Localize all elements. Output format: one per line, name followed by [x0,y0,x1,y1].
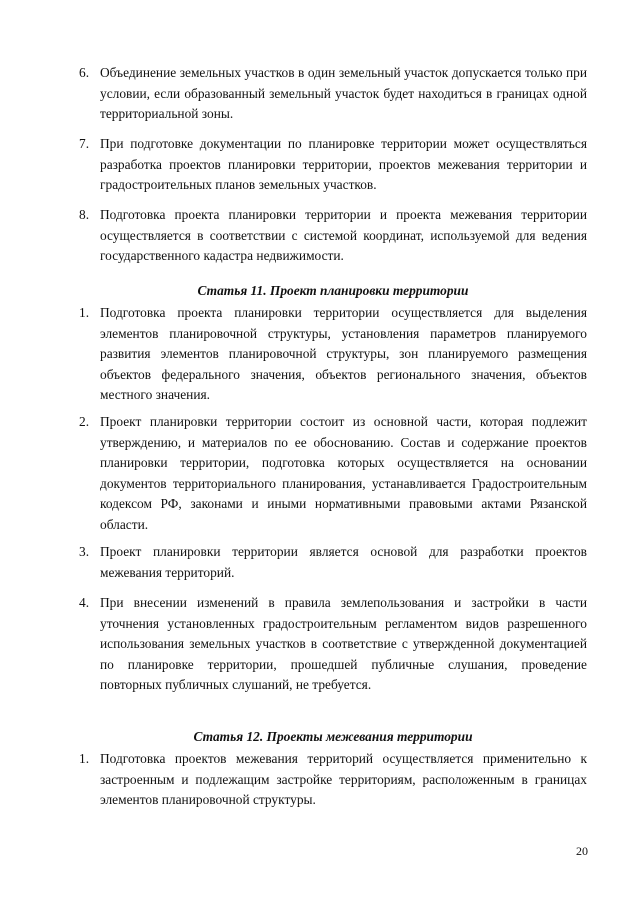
list-item-number: 1. [79,751,90,766]
page-number: 20 [576,844,588,858]
article-12-heading: Статья 12. Проекты межевания территории [193,729,473,744]
list-item [79,205,587,267]
list-item [79,412,587,535]
article-11-heading: Статья 11. Проект планировки территории [197,283,469,298]
list-item-number: 8. [79,207,90,222]
list-item-text: Проект планировки территории состоит из основной части, которая подлежит утверждению, и материалов по ее обоснованию. Состав и содержание проектов планировки территории, подготовка которых осуществляется на основании документов территориального планирования, устанавливается Градостроительным кодексом РФ, законами и иными нормативными правовыми актами Рязанской области. [100,414,587,532]
list-item-number: 1. [79,305,90,320]
list-item-number: 2. [79,414,90,429]
list-item-text: Подготовка проекта планировки территории осуществляется для выделения элементов планировочной структуры, установления параметров планируемого развития элементов планировочной структуры, зон планируемого размещения объектов федерального значения, объектов регионального значения, объектов местного значения. [100,305,587,402]
list-item [79,303,587,406]
list-item-text: При внесении изменений в правила землепользования и застройки в части уточнения установленных градостроительным регламентом видов разрешенного использования земельных участков в соответствие с утвержденной документацией по планировке территории, прошедшей публичные слушания, проведение повторных публичных слушаний, не требуется. [100,595,587,692]
list-item-number: 4. [79,595,90,610]
list-item-text: Подготовка проекта планировки территории и проекта межевания территории осуществляется в соответствии с системой координат, используемой для ведения государственного кадастра недвижимости. [100,207,587,263]
list-item [79,749,587,811]
list-item-text: При подготовке документации по планировке территории может осуществляться разработка проектов планировки территории, проектов межевания территории и градостроительных планов земельных участков. [100,136,587,192]
list-item-text: Объединение земельных участков в один земельный участок допускается только при условии, если образованный земельный участок будет находиться в границах одной территориальной зоны. [100,65,587,121]
list-item-text: Подготовка проектов межевания территорий осуществляется применительно к застроенным и подлежащим застройке территориям, расположенным в границах элементов планировочной структуры. [100,751,587,807]
list-item [79,593,587,696]
list-item [79,542,587,583]
list-item [79,63,587,125]
list-item-text: Проект планировки территории является основой для разработки проектов межевания территорий. [100,544,587,580]
list-item-number: 7. [79,136,90,151]
list-item [79,134,587,196]
list-item-number: 6. [79,65,90,80]
list-item-number: 3. [79,544,90,559]
